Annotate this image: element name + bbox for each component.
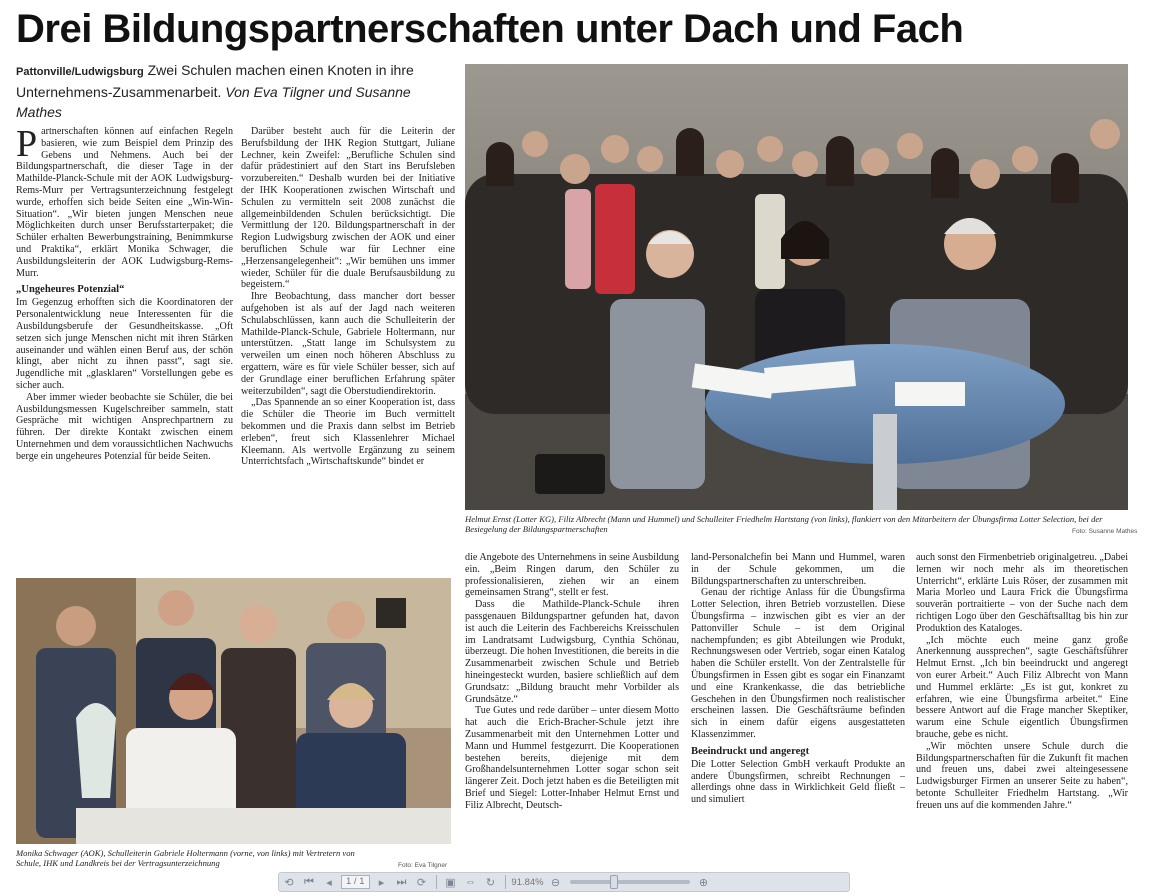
- zoom-slider-handle[interactable]: [610, 875, 618, 889]
- paragraph: Aber immer wieder beobachte sie Schüler, die bei Ausbildungsmessen Kugelschreiber sammeln, statt Gespräche mit wichtigen Ansprechpartnern zu führen. Der direkte Kontakt zwischen einem Unternehmen und dem voraussichtlichen Nachwuchs berge ein ungeheures Potenzial für beide Seiten.: [16, 391, 233, 462]
- viewer-toolbar: [278, 872, 850, 892]
- group-photo-image: [465, 64, 1128, 510]
- article-column-1: [16, 126, 233, 566]
- paragraph: Tue Gutes und rede darüber – unter diesem Motto hat auch die Erich-Bracher-Schule jetzt ihre Zusammenarbeit mit den Unternehmen Lotter und Mann und Hummel festgezurrt. Die Kooperationen bestehen bereits, diejenige mit dem Großhandelsunternehmen Lotter sogar schon seit längerer Zeit. Doch jetzt haben es die Beteiligten mit Brief und Siegel: Lotter-Inhaber Helmut Ernst und Filiz Albrecht, Deutsch-: [465, 705, 679, 811]
- paragraph: Darüber besteht auch für die Leiterin der Berufsbildung der IHK Region Stuttgart, Juliane Lechner, kein Zweifel: „Berufliche Schulen sind dafür prädestiniert auf den Start ins Berufsleben vorzubereiten.“ Deshalb wurden bei der Initiative der IHK Kooperationen zwischen Wirtschaft und Schulen zu vermitteln seit 2008 zunächst die allgemeinbildenden Schulen berücksichtigt. Die Vermittlung der 120. Bildungspartnerschaft in der Region Ludwigsburg zwischen der AOK und einer beruflichen Schule war für Lechner eine „Herzensangelegenheit“: „Wir bemühen uns immer wieder, Schüler für die duale Berufsausbildung zu begeistern.“: [241, 126, 455, 291]
- paragraph: Die Lotter Selection GmbH verkauft Produkte an andere Übungsfirmen, schreibt Rechnungen – allerdings ohne dass in Wirklichkeit Geld fließt – und simuliert: [691, 758, 905, 806]
- paragraph: Ihre Beobachtung, dass mancher dort besser aufgehoben ist als auf der Jagd nach weiteren Schulabschlüssen, kann auch die Schulleiterin der Mathilde-Planck-Schule, Gabriele Holtermann, nur unterstützen. „Statt lange im Schulsystem zu verweilen um einen noch höheren Abschluss zu ergattern, wäre es für viele Schüler besser, sich auf der Grundlage einer beruflichen Erfahrung später weiterzubilden“, sagt die Oberstudiendirektorin.: [241, 291, 455, 397]
- zoom-slider[interactable]: [570, 880, 690, 884]
- subheading: Beeindruckt und angeregt: [691, 745, 810, 757]
- last-page-icon[interactable]: ⏭: [396, 875, 407, 888]
- fit-page-icon[interactable]: ▣: [445, 876, 456, 889]
- article-column-2: [241, 126, 455, 566]
- subheading: „Ungeheures Potenzial“: [16, 284, 125, 296]
- main-photo: [465, 64, 1128, 510]
- subhead-text: Zwei Schulen machen einen Knoten in ihre Unternehmens-Zusammenarbeit.: [16, 62, 414, 100]
- article-headline: Drei Bildungspartnerschaften unter Dach und Fach: [16, 7, 964, 51]
- zoom-in-icon[interactable]: ⊕: [698, 876, 709, 889]
- prev-page-icon[interactable]: ◂: [326, 876, 332, 889]
- paragraph: auch sonst den Firmenbetrieb originalgetreu. „Dabei lernen wir noch mehr als im theoretischen Unterricht“, erklärte Luis Röser, der zusammen mit Maria Morleo und Laura Frick die Übungsfirma souverän portraitierte – von der Suche nach dem richtigen Logo über den Geschäftsalltag bis hin zur Produktion des Kataloges.: [916, 552, 1128, 634]
- page-number-field[interactable]: 1 / 1: [341, 875, 370, 889]
- main-photo-caption: Helmut Ernst (Lotter KG), Filiz Albrecht (Mann und Hummel) und Schulleiter Friedhelm Hartstang (von links), flankiert von den Mitarbeitern der Übungsfirma Lotter Selection, bei der Besiegelung der Bildungspartnerschaften: [465, 514, 1103, 535]
- paragraph: die Angebote des Unternehmens in seine Ausbildung ein. „Beim Ringen darum, den Schüler zu professionalisieren, ziehen wir an einem gemeinsamen Strang“, stellt er fest.: [465, 552, 679, 599]
- zoom-out-icon[interactable]: ⊖: [550, 876, 561, 889]
- paragraph: Partnerschaften können auf einfachen Regeln basieren, wie zum Beispiel dem Prinzip des Gebens und Nehmens. Auch bei der Bildungspartnerschaft, die dieser Tage in der Mathilde-Planck-Schule mit der AOK Ludwigsburg-Rems-Murr per Vertragsunterzeichnung festgelegt wurde, erhoffen sich beide Seiten eine „Win-Win-Situation“. „Wir bieten jungen Menschen neue Möglichkeiten durch unser Berufsstarterpaket; die Schüler erhalten Bewerbungstraining, Benimmkurse und Praktika“, erklärt Monika Schwager, die Ausbildungsleiterin der AOK Ludwigsburg-Rems-Murr.: [16, 126, 233, 279]
- toolbar-divider: [505, 875, 506, 889]
- drop-cap: P: [16, 126, 38, 165]
- article-column-3: [465, 552, 679, 872]
- zoom-level: 91.84%: [511, 876, 544, 888]
- paragraph: land-Personalchefin bei Mann und Hummel, waren in der Schule gekommen, um die Bildungspartnerschaften zu unterschreiben.: [691, 552, 905, 587]
- next-page-icon[interactable]: ▸: [378, 876, 385, 889]
- secondary-photo: [16, 578, 451, 844]
- paragraph: Genau der richtige Anlass für die Übungsfirma Lotter Selection, ihren Betrieb vorzustellen. Diese Übungsfirma – inzwischen gibt es vier an der Pattonviller Schule – ist dem Original nachempfunden; es gibt Abteilungen wie Produkt, Rechnungswesen oder Vertrieb, sogar einen Katalog haben die Schüler erstellt. Von der Zentralstelle für Übungsfirmen in Essen gibt es sogar ein Finanzamt und eine Krankenkasse, die das betriebliche Geschehen in den Übungsfirmen noch realistischer erscheinen lassen. Die Geschäftsräume befinden sich in einem dafür eigens ausgestatteten Klassenzimmer.: [691, 587, 905, 740]
- paragraph: „Wir möchten unsere Schule durch die Bildungspartnerschaften für die Zukunft fit machen und freuen uns, dabei zwei alteingesessene Ludwigsburger Firmen an unserer Seite zu haben“, betonte Schulleiter Friedhelm Hartstang. „Wir freuen uns auf die kommenden Jahre.“: [916, 740, 1128, 811]
- toolbar-divider: [436, 875, 437, 889]
- secondary-photo-caption: Monika Schwager (AOK), Schulleiterin Gabriele Holtermann (vorne, von links) mit Vertretern von Schule, IHK und Landkreis bei der Vertragsunterzeichnung: [16, 848, 355, 869]
- fit-width-icon[interactable]: ⇔: [465, 876, 476, 888]
- back-icon[interactable]: ⟲: [284, 876, 294, 889]
- paragraph: „Ich möchte euch meine ganz große Anerkennung aussprechen“, sagte Geschäftsführer Helmut Ernst. „Ich bin beeindruckt und angeregt von eurer Arbeit.“ Auch Filiz Albrecht von Mann und Hummel erklärte: „Es ist gut, konkret zu erfahren, wie eine Übungsfirma arbeitet.“ Eine bessere Antwort auf die Frage mancher Skeptiker, warum eine Schule eigentlich Übungsfirmen brauche, gebe es nicht.: [916, 634, 1128, 740]
- dateline: Pattonville/Ludwigsburg: [16, 66, 144, 78]
- paragraph: Dass die Mathilde-Planck-Schule ihren passgenauen Bildungspartner gefunden hat, davon ist auch die Leiterin des Fachbereichs Kreisschulen im Landratsamt Ludwigsburg, Cynthia Schönau, überzeugt. Die hohen Investitionen, die bereits in die Zusammenarbeit zwischen Schule und Betrieb hineingesteckt wurden, basiere schließlich auf dem Grundsatz: „Bildung braucht mehr Vorbilder als Grundsätze.“: [465, 599, 679, 705]
- article-subhead: [16, 60, 456, 122]
- main-photo-credit: Foto: Susanne Mathes: [1072, 528, 1138, 535]
- rotate-icon[interactable]: ↻: [485, 876, 496, 889]
- byline: Von Eva Tilgner und Susanne Mathes: [16, 84, 411, 120]
- paragraph: „Das Spannende an so einer Kooperation ist, dass die Schüler die Theorie im Buch vermittelt bekommen und die Praxis dann selbst im Betrieb erleben“, freut sich Klassenlehrer Michael Kleemann. Als wertvolle Ergänzung zu seinem Unterrichtsfach „Wirtschaftskunde“ bindet er: [241, 397, 455, 468]
- article-column-5: [916, 552, 1128, 872]
- first-page-icon[interactable]: ⏮: [304, 875, 314, 888]
- signing-photo-image: [16, 578, 451, 844]
- secondary-photo-credit: Foto: Eva Tilgner: [398, 862, 448, 869]
- forward-icon[interactable]: ⟳: [416, 876, 427, 889]
- article-column-4: [691, 552, 905, 872]
- paragraph: Im Gegenzug erhofften sich die Koordinatoren der Personalentwicklung neue Interessenten für die Ausbildungsberufe der Gesundheitskasse. „Oft setzen sich junge Menschen nicht mit ihren Stärken auseinander und wählen einen Beruf aus, der schön klingt, aber nicht zu ihnen passt“, sagt sie. Jugendliche mit „glasklaren“ Vorstellungen gebe es sicher auch.: [16, 297, 233, 391]
